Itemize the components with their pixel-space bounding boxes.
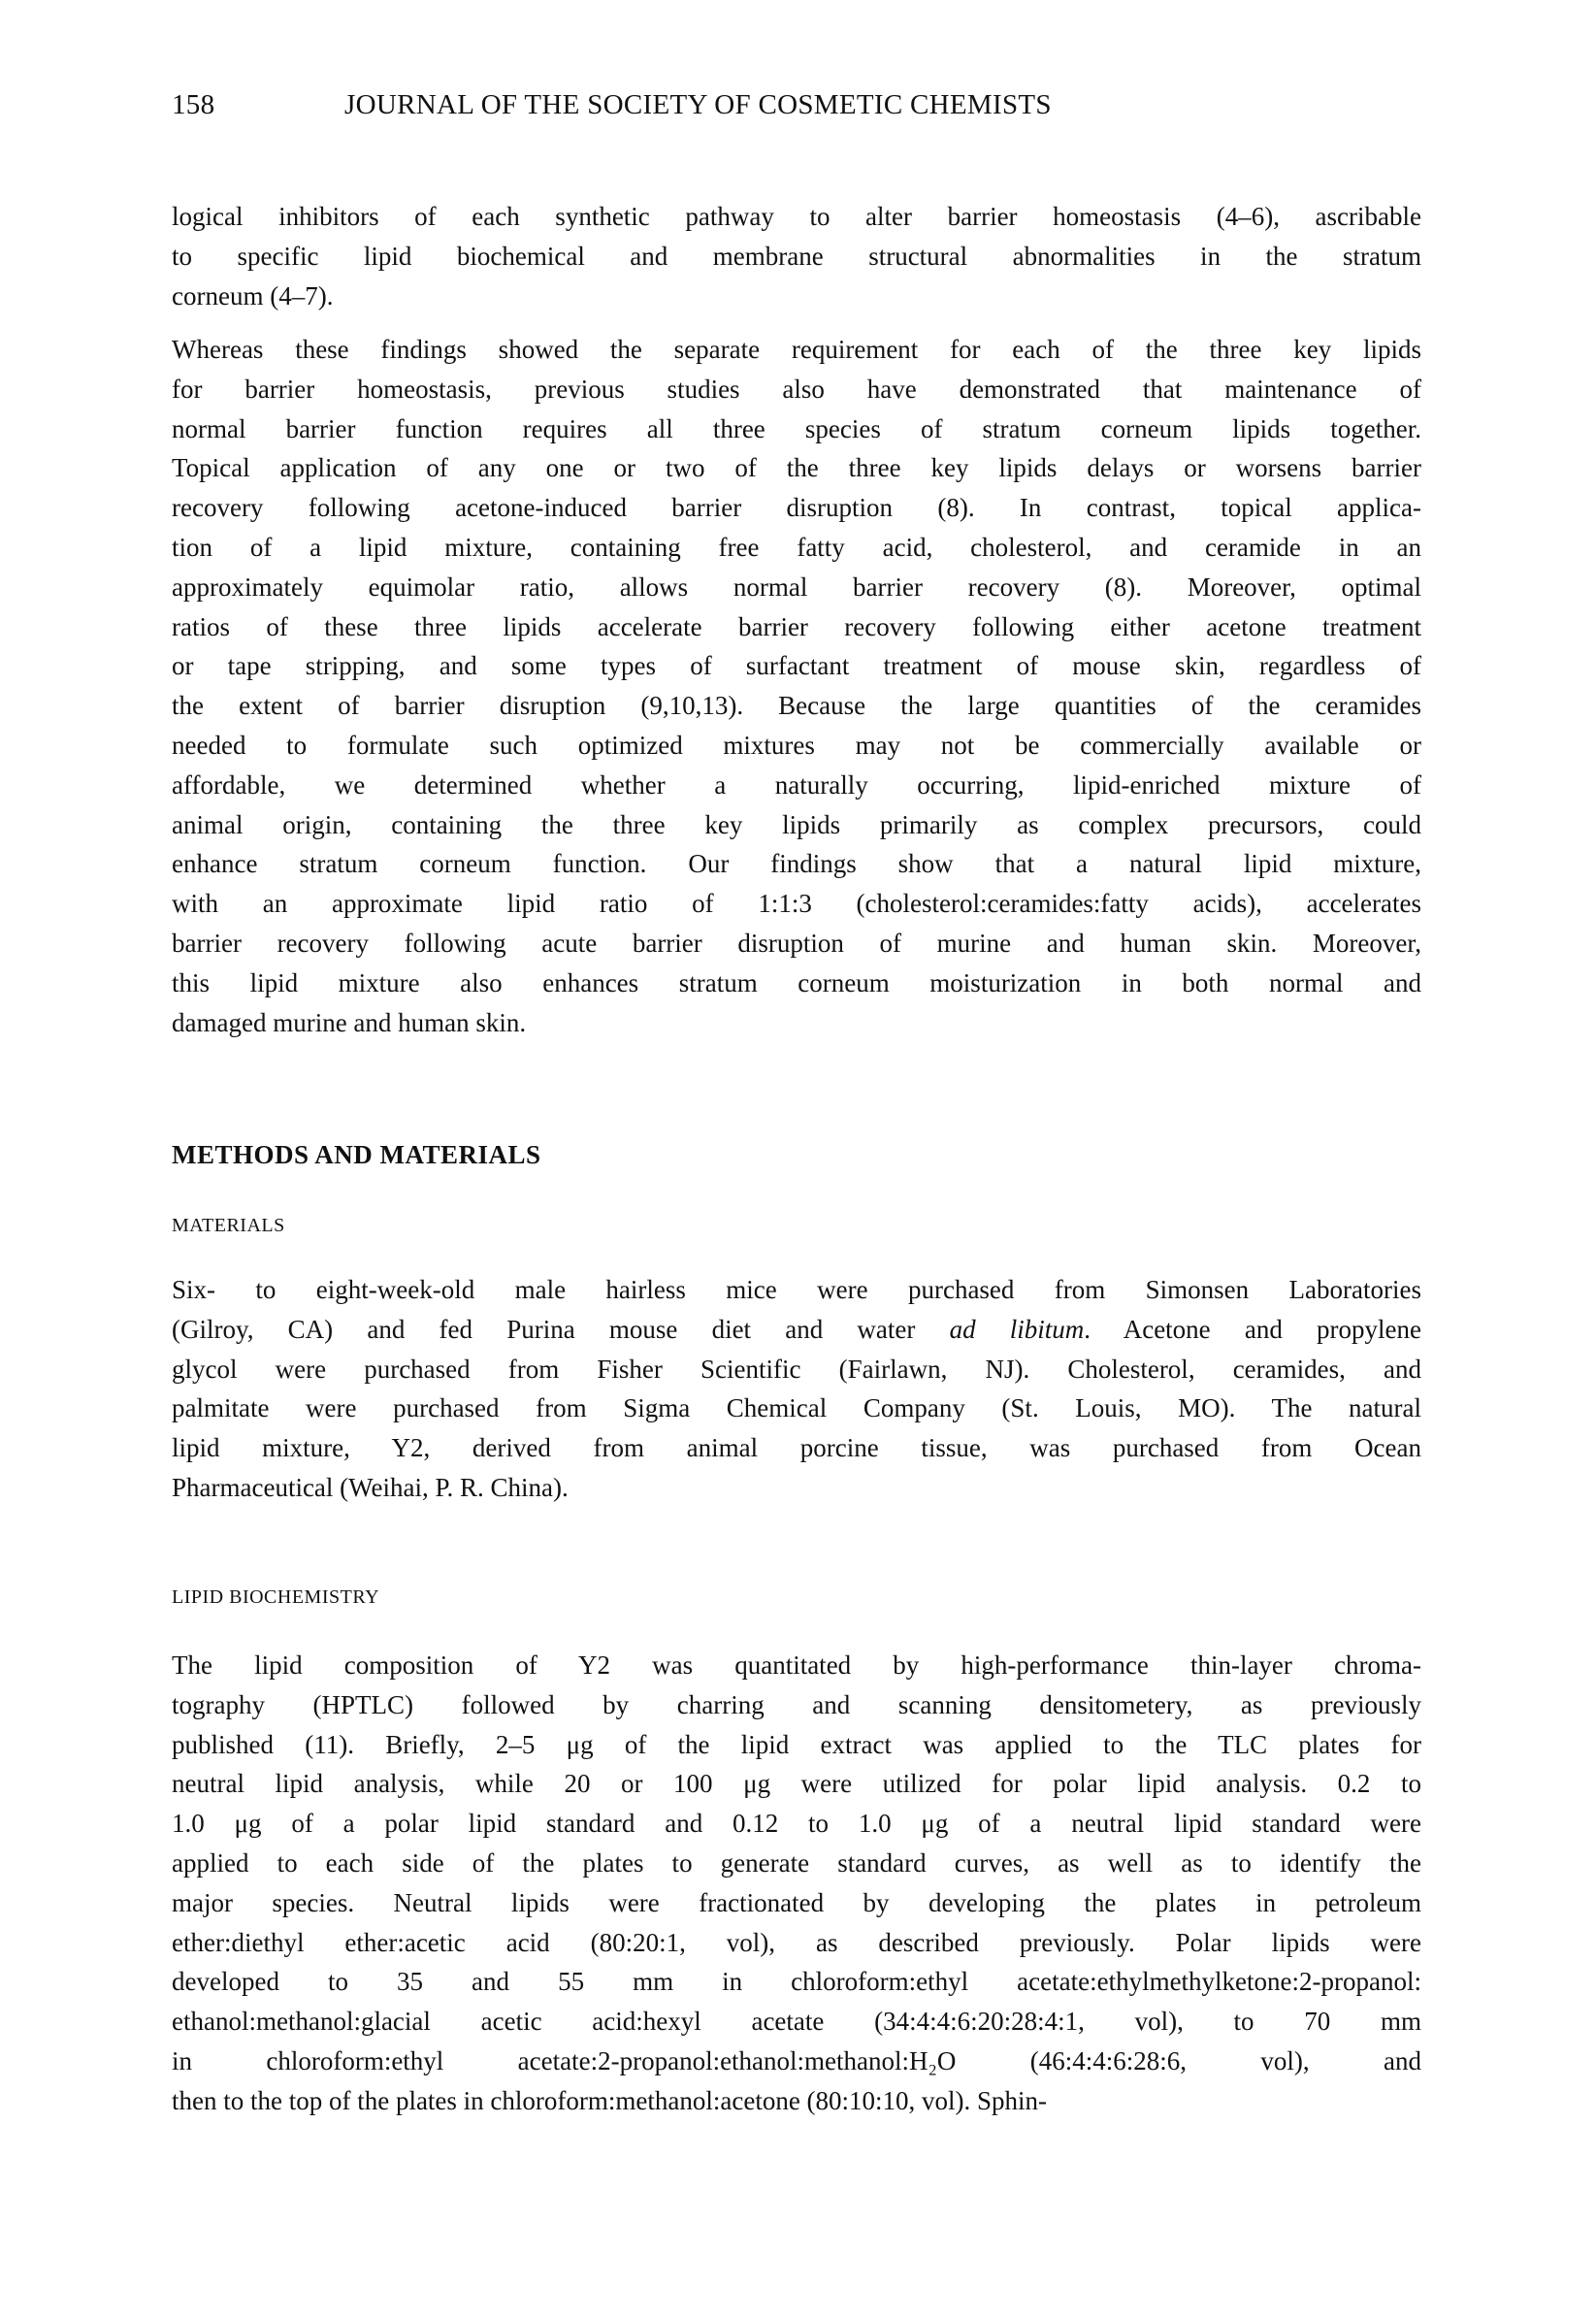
subsection-heading-lipid-biochemistry: LIPID BIOCHEMISTRY <box>172 1586 380 1608</box>
text-line: ether:diethyl ether:acetic acid (80:20:1, vol), as described previously. Polar lipids were <box>172 1927 1421 1957</box>
text-line: barrier recovery following acute barrier disruption of murine and human skin. Moreover, <box>172 928 1421 958</box>
text-line: 1.0 μg of a polar lipid standard and 0.12 to 1.0 μg of a neutral lipid standard were <box>172 1809 1421 1839</box>
text-line: major species. Neutral lipids were fractionated by developing the plates in petroleum <box>172 1887 1421 1917</box>
text-line: developed to 35 and 55 mm in chloroform:ethyl acetate:ethylmethylketone:2-propanol: <box>172 1967 1421 1997</box>
text-line: affordable, we determined whether a naturally occurring, lipid-enriched mixture of <box>172 769 1421 800</box>
subsection-heading-materials: MATERIALS <box>172 1215 285 1236</box>
text-line: in chloroform:ethyl acetate:2-propanol:ethanol:methanol:H₂O (46:4:4:6:28:6, vol), and <box>172 2045 1421 2075</box>
text-line: applied to each side of the plates to generate standard curves, as well as to identify the <box>172 1847 1421 1878</box>
text-line: logical inhibitors of each synthetic pathway to alter barrier homeostasis (4–6), ascribable <box>172 202 1421 231</box>
text-line: The lipid composition of Y2 was quantitated by high-performance thin-layer chroma- <box>172 1650 1421 1680</box>
text-line: lipid mixture, Y2, derived from animal porcine tissue, was purchased from Ocean <box>172 1433 1421 1463</box>
text-line: corneum (4–7). <box>172 280 334 310</box>
page-number: 158 <box>172 89 215 120</box>
text-line: enhance stratum corneum function. Our findings show that a natural lipid mixture, <box>172 849 1421 879</box>
text-line: tography (HPTLC) followed by charring and scanning densitometery, as previously <box>172 1689 1421 1719</box>
text-line: animal origin, containing the three key lipids primarily as complex precursors, could <box>172 809 1421 839</box>
text-line: tion of a lipid mixture, containing free fatty acid, cholesterol, and ceramide in an <box>172 532 1421 562</box>
text-line: glycol were purchased from Fisher Scientific (Fairlawn, NJ). Cholesterol, ceramides, and <box>172 1354 1421 1384</box>
paragraph-lipid-biochemistry <box>172 1646 1421 2121</box>
text-line: Whereas these findings showed the separate requirement for each of the three key lipids <box>172 335 1421 364</box>
text-line: normal barrier function requires all three species of stratum corneum lipids together. <box>172 413 1421 443</box>
text-line: (Gilroy, CA) and fed Purina mouse diet and water ad libitum. Acetone and propylene <box>172 1314 1421 1344</box>
text-line: palmitate were purchased from Sigma Chemical Company (St. Louis, MO). The natural <box>172 1393 1421 1423</box>
text-line: approximately equimolar ratio, allows normal barrier recovery (8). Moreover, optimal <box>172 572 1421 602</box>
paragraph-intro-end <box>172 197 1421 315</box>
section-heading-methods: METHODS AND MATERIALS <box>172 1140 541 1169</box>
paragraph-materials <box>172 1270 1421 1508</box>
text-line: recovery following acetone-induced barrier disruption (8). In contrast, topical applica- <box>172 493 1421 523</box>
text-line: this lipid mixture also enhances stratum corneum moisturization in both normal and <box>172 967 1421 997</box>
text-line: Topical application of any one or two of the three key lipids delays or worsens barrier <box>172 453 1421 483</box>
text-line: then to the top of the plates in chloroform:methanol:acetone (80:10:10, vol). Sphin- <box>172 2085 1048 2115</box>
text-line: needed to formulate such optimized mixtures may not be commercially available or <box>172 730 1421 760</box>
text-line: for barrier homeostasis, previous studies also have demonstrated that maintenance of <box>172 374 1421 404</box>
paragraph-intro <box>172 330 1421 1042</box>
text-line: Pharmaceutical (Weihai, P. R. China). <box>172 1472 569 1502</box>
text-line: published (11). Briefly, 2–5 μg of the lipid extract was applied to the TLC plates for <box>172 1729 1421 1759</box>
text-line: neutral lipid analysis, while 20 or 100 μg were utilized for polar lipid analysis. 0.2 to <box>172 1769 1421 1799</box>
text-line: to specific lipid biochemical and membrane structural abnormalities in the stratum <box>172 241 1421 271</box>
text-line: or tape stripping, and some types of surfactant treatment of mouse skin, regardless of <box>172 651 1421 681</box>
text-line: the extent of barrier disruption (9,10,13). Because the large quantities of the ceramides <box>172 691 1421 721</box>
text-line: ratios of these three lipids accelerate barrier recovery following either acetone treatment <box>172 611 1421 641</box>
running-header: JOURNAL OF THE SOCIETY OF COSMETIC CHEMISTS <box>344 89 1052 120</box>
text-line: with an approximate lipid ratio of 1:1:3 (cholesterol:ceramides:fatty acids), accelerates <box>172 889 1421 919</box>
text-line: ethanol:methanol:glacial acetic acid:hexyl acetate (34:4:4:6:20:28:4:1, vol), to 70 mm <box>172 2007 1421 2037</box>
text-line: damaged murine and human skin. <box>172 1007 527 1037</box>
text-line: Six- to eight-week-old male hairless mice were purchased from Simonsen Laboratories <box>172 1275 1421 1304</box>
